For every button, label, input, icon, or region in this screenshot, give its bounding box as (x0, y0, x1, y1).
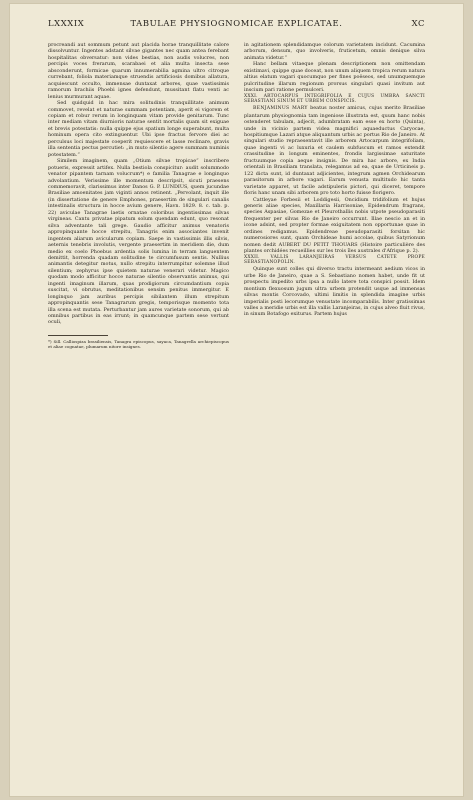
left-paragraph-2: Sed quidquid in hac mira solitudinis tranquillitate animum commovet, revelat et naturae summam potentiam, aperit ei vigorem et copiam et robur rerum in longinquam vitam provide genitarum. Tunc inter mediam vitam diurnioris naturae sentit mortalis quam sit exiguae et brevis potestatis: nulla quippe ejus spatium longe superabunt, multa hominum opera cito extinguentur. Ubi ipse fractus fervore diei ac perculsus loci majestate coeperit requiescere et lasse reclinare, gravis illa sententia pectus percutiet: „in muto silentio agere summam numinis potestatem.“ (48, 100, 229, 158)
left-paragraph-1: procreandi aut sommum petunt aut placida horae tranquillitate calore dissolvuntur. Ingentes adstant silvae gigantes nec quam antea ferebant hospitalitas obversatur: non vides bestias, non audis volucres, non percipis voces frerarum, scarabaei et alia multa insecta sese absconderunt, formicae quarum innumerabilia agmina ultro citroque currebant, foliola materiamque struendis artificiosis domibus allatura, acquiescunt occulto, immensae duntaxat arbores, quae vastissimis ramorum brachiis Phoebi ignes defendunt, mussitant flatu venti ac lenius murmurant aquae. (48, 42, 229, 100)
book-page (10, 4, 463, 796)
running-title: TABULAE PHYSIOGNOMICAE EXPLICATAE. (130, 18, 343, 28)
right-paragraph-3 (244, 105, 425, 196)
right-paragraph-2: Hanc bellam vitaeque plenam descriptionem non omittendam existimavi, quippe quae doceat, non unum aliquem tropica rerum natura altius elatum vagari quocumquo per fines poëseos, sed unumquemque pulcritudine illarum regionum prorsus singulari quasi invitum aut inscium pari ratione permulceri. (244, 61, 425, 94)
right-paragraph-3-text: beatus noster amicus, cujus merito Brasiliae plantarum physiognomia tam ingeniose illustrata est, quum hanc nobis ostenderet tabulam, adjecit, adumbratam eam esse ex horto (Quinta), unde in vicinio partem videa magnifici aquaeductus Caryocae, hospitiumque Lazari atque aliquantum urbis ac portus Rio de Janeiro. At singulari studio repraesentavit ille arborem Artocarpum integrifoliam, quae ingenti vi ac luxuria et caulem subfuscum et ramos extendit crassitudine in longum eminentes, frondis largissimae saturitate fructuumque copia aeque insignis. De mira hac arbore, ex India orientali in Brasiliam translata, relegamus ad ea, quae de Urticineis p. 122 dicta sunt, id duntaxat adjicientes, integrum agmen Orchidearum parasitorum in arbore vagari. Earum venusta multitudo hic tanta varietate apparet, ut facile adstipuleris pictori, qui diceret, tempore floris hanc unam sibi arborem pro toto horto fuisse florigero. (244, 105, 426, 197)
right-column (244, 42, 425, 318)
left-paragraph-3: Similem imaginem, quam „Otium silvae tropicae“ inscribere potueris, expressit artifex. Nulla bestiola conspicitur: audit solummodo venator pipantem tarnam volucrum*) e familia Tanagrae e longinquo advolantium. Verissime ille momentum descripsit, sicuti praesens commemoravit, clarissimus inter Danos G. P. LUNDIUS, quem jucundae Brasiliae amoenitates jam viginti annos retinent. „Pervolant, inquit ille (in dissertatione de genere Emphones, praesertim de singulari canalis intestinalis structura in hocce avium genere, Havn. 1829. 8. c. tab. p. 22) aviculae Tanagrae laetis ornatae coloribus ingentissimas silvas virgineas. Cantu privatae pipatum solum quendam edunt, quo resonat silva adventante tali grege. Gaudio afficitur animus venatoris appropinquante hocce strepitu, Tanagris enim associantes invenit ingentem aliarum avicularum copiam. Saepe in vastissimis illis silvis, aeternis tenebris involutis, vergente praesertim in meridiem die, dum medio ex coelo Phoebus ardentia solis lumina in terram languentem demittit, horrenda quadam solitudine te circumfusum sentis. Nullius animantis detegitur motus, nullo strepitu interrumpitur solemne illud silentium; zephyrus ipse quietem naturae venerari videtur. Magico quodam modo afficitur hocce naturae silentio observantis animus, qui ingenti imaginum illarum, quas prodigiorum circumdantium copia suscitat, vi obrutus, meditationibus sensim penitus immergitur. E longinquo jam auribus percipis sibilantem illum strepitum appropinquantis sese Tanagrarum gregis, temporisque momento tota illa scena est mutata. Perturbantur jam aures varietate sonorum, qui ab omnibus partibus in eas irrunt; in quamcunque partem sese vertunt oculi, (48, 158, 229, 326)
footnote-rule (48, 335, 108, 336)
author-name: BENJAMINUS MARY (253, 106, 308, 112)
running-header (48, 18, 425, 32)
right-paragraph-1: in agitationem splendidamque colorum varietatem incidunt. Cacumina arborum, densum, quo involveris, fruticetum, omnis denique silva animata videtur.“ (244, 42, 425, 61)
footnote: *) Sill. Calliospiza brasiliensis, Tanagra episcopus, sayaca, Tanagrella archiepiscopus et aliae cognatae, plumarum nitore insignes. (48, 338, 229, 350)
right-paragraph-5: Quinque sunt colles qui diverso tractu intermeant aedium vicos in urbe Rio de Janeiro, quae a S. Sebastiano nomen habet, unde fit ut prospectu impedito urbs ipsa a nullo latere tota conspici possit. Idem montium flexuosum jugum ultra urbem protendit usque ad immensas silvas montis Corcovado, ultimi limitis in splendida imagine urbis imperialis posti lecorumque venustate incomparabilis. Inter gratissimas valles a meridie urbis est illa vallis Laranjeiras, in cujus alveo fluit rivus, in sinum Botafogo exiturus. Partem hujus (244, 266, 425, 318)
section-heading-xxxi: XXXI. ARTOCARPUS INTEGRIFOLIA E CUJUS UMBRA SANCTI SEBASTIANI SINUM ET URBEM CONSPICIS. (244, 93, 425, 105)
left-page-number: LXXXIX (48, 18, 85, 28)
right-paragraph-4: Cattleyae Forbesii et Loddigesii, Oncidium tridifolium et hujus generis aliae species, Maxillaria Harrisoniae, Epidendrum fragrans, species Aspasiae, Gomezae et Pleurothallis nobis utpote pseudoparasiti frequenter per silvas Rio de Janeiro occurrunt. Illae nescio an et in icone adsint, sed propter formae exiguitatem non opportunae quae in ordines redigamus. Epidendreae pseudoparasiti forsitan hic numerosiores sunt, quam Orchideae humi accolae, quibus Satyrionum nomen dedit AUBERT DU PETIT THOUARS (Histoire particulière des plantes orchidées recueillies sur les trois îles australes d'Afrique p. 2). (244, 196, 425, 255)
right-page-number: XC (411, 18, 425, 28)
left-column (48, 42, 229, 349)
section-heading-xxxii: XXXII. VALLIS LARANJEIRAS VERSUS CATETE PROPE SEBASTIANOPOLIN. (244, 254, 425, 266)
